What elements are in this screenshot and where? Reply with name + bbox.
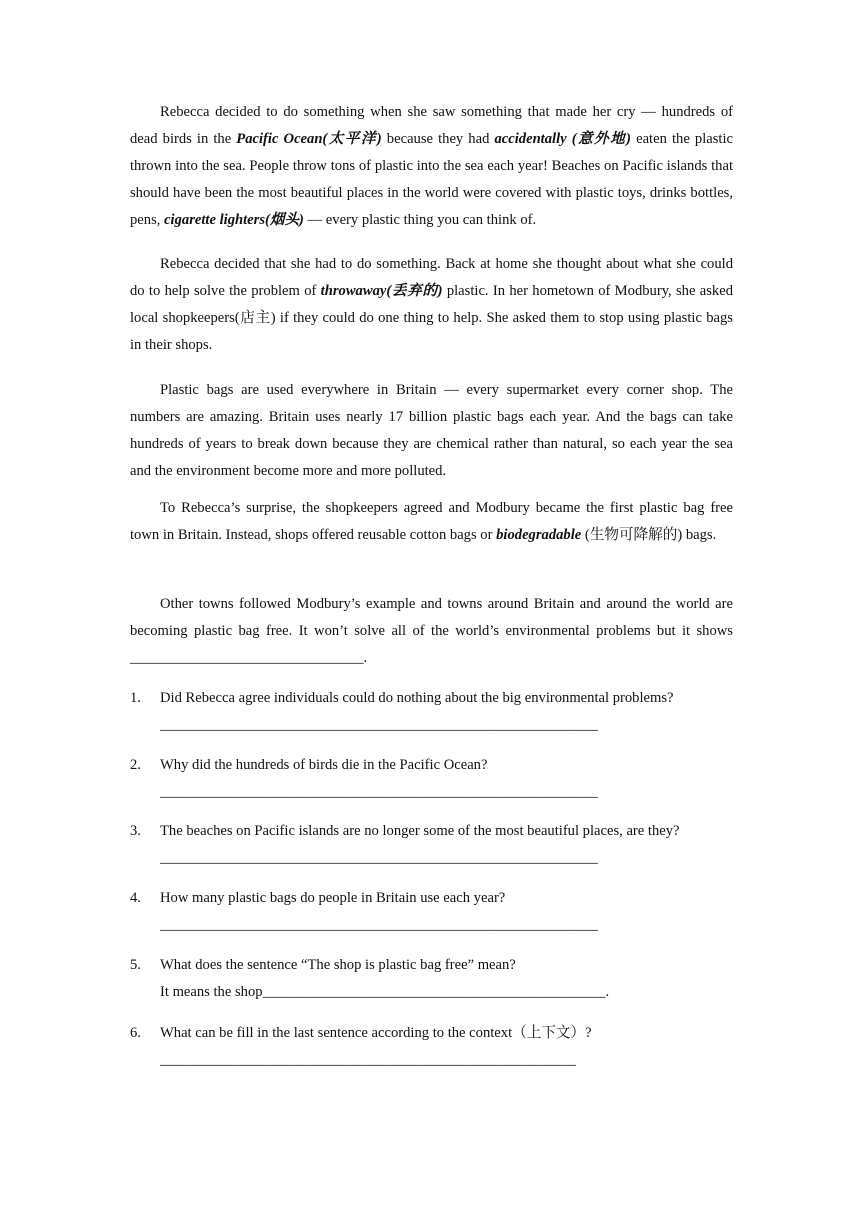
paragraph-text: (生物可降解的) bags. [581,527,717,543]
paragraph-text: Rebecca decided to do something when she saw something that made her cry — hundreds of dead birds in the [130,104,733,147]
answer-line[interactable]: _________________________________________________________ [160,1052,576,1068]
answer-line[interactable]: ____________________________________________________________ [160,717,598,733]
question-number: 2. [130,757,141,773]
answer-line[interactable]: It means the shop_______________________________________________. [160,984,610,1000]
passage-paragraph-2 [130,251,733,359]
vocab-accidentally: accidentally (意外地) [494,131,631,147]
question-number: 1. [130,690,141,706]
question-number: 5. [130,957,141,973]
question-text: Why did the hundreds of birds die in the Pacific Ocean? [160,757,488,773]
paragraph-text: Rebecca decided that she had to do something. Back at home she thought about what she could do to help solve the problem of [130,256,733,299]
passage-paragraph-5: Other towns followed Modbury’s example and towns around Britain and around the world are becoming plastic bag free. It won’t solve all of the world’s environmental problems but it shows ________________________________. [130,596,733,666]
vocab-biodegradable: biodegradable [496,527,582,543]
question-number: 4. [130,890,141,906]
paragraph-text: because they had [381,131,495,147]
paragraph-text: eaten the plastic thrown into the sea. People throw tons of plastic into the sea each year! Beaches on Pacific islands that should have been the most beautiful places in the world were covered with plastic toys, drinks bottles, pens, [130,131,733,228]
vocab-pacific-ocean: Pacific Ocean(太平洋) [236,131,382,147]
passage-paragraph-3: Plastic bags are used everywhere in Britain — every supermarket every corner shop. The numbers are amazing. Britain uses nearly 17 billion plastic bags each year. And the bags can take hundreds of years to break down because they are chemical rather than natural, so each year the sea and the environment become more and more polluted. [130,382,733,479]
question-text: What can be fill in the last sentence according to the context（上下文）? [160,1025,592,1041]
paragraph-text: — every plastic thing you can think of. [303,212,537,228]
answer-line[interactable]: ____________________________________________________________ [160,784,598,800]
question-number: 6. [130,1025,141,1041]
paragraph-text: To Rebecca’s surprise, the shopkeepers agreed and Modbury became the first plastic bag free town in Britain. Instead, shops offered reusable cotton bags or [130,500,733,543]
question-text: What does the sentence “The shop is plastic bag free” mean? [160,957,516,973]
question-text: Did Rebecca agree individuals could do nothing about the big environmental problems? [160,690,674,706]
passage-paragraph-1 [130,99,733,234]
paragraph-text: plastic. In her hometown of Modbury, she asked local shopkeepers(店主) if they could do one thing to help. She asked them to stop using plastic bags in their shops. [130,283,733,353]
passage-paragraph-4 [130,495,733,549]
vocab-throwaway: throwaway(丢弃的) [320,283,443,299]
answer-line[interactable]: ____________________________________________________________ [160,917,598,933]
question-text: The beaches on Pacific islands are no longer some of the most beautiful places, are they? [160,823,680,839]
question-text: How many plastic bags do people in Britain use each year? [160,890,506,906]
question-number: 3. [130,823,141,839]
answer-line[interactable]: ____________________________________________________________ [160,850,598,866]
vocab-cigarette-lighters: cigarette lighters(烟头) [164,212,304,228]
